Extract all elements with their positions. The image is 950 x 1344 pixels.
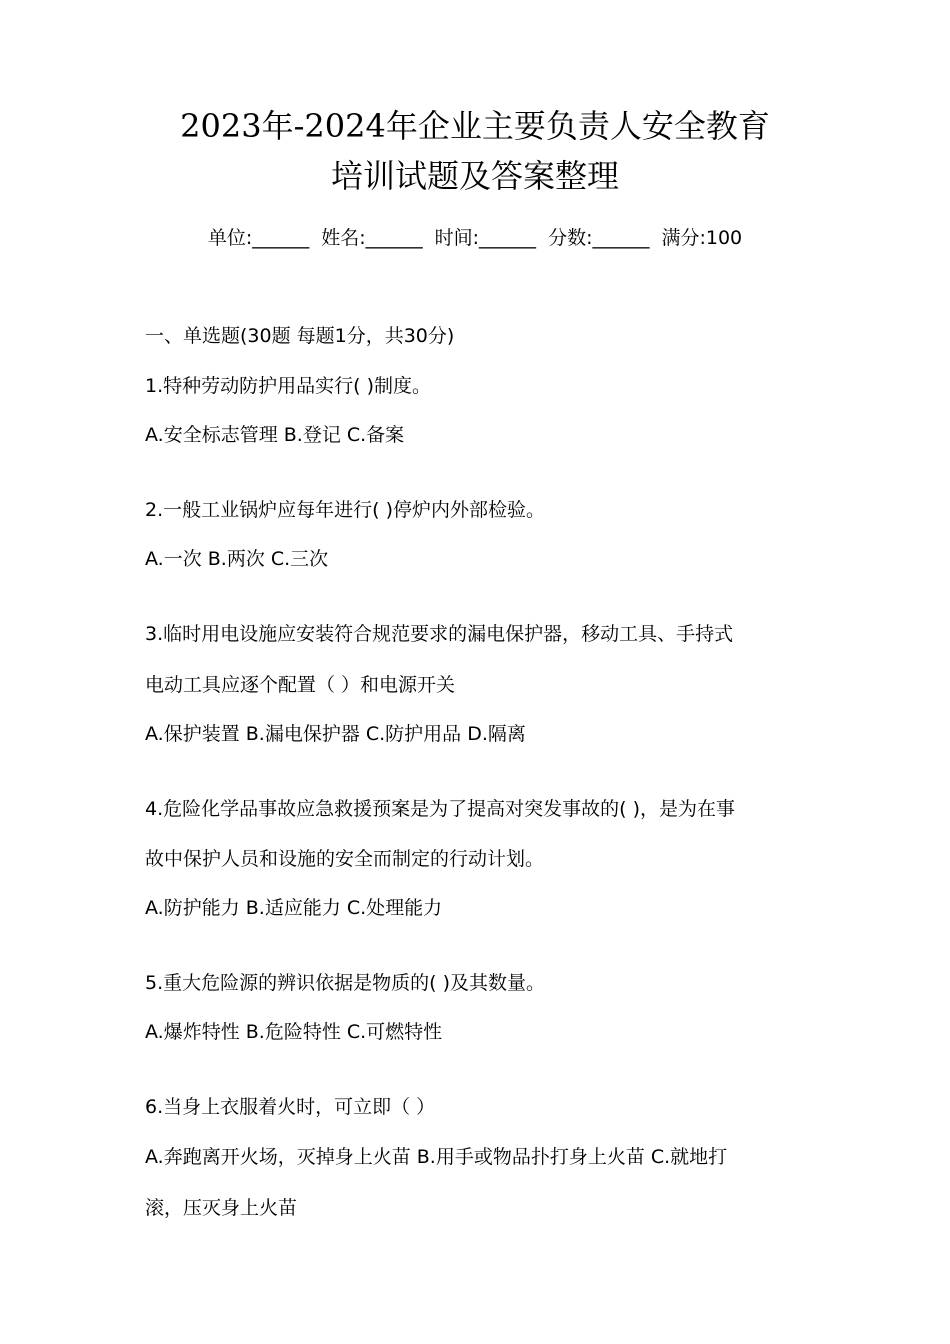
question-3-options: A.保护装置 B.漏电保护器 C.防护用品 D.隔离 [145, 723, 526, 745]
question-2-text: 2.一般工业锅炉应每年进行( )停炉内外部检验。 [145, 499, 545, 521]
question-5-text: 5.重大危险源的辨识依据是物质的( )及其数量。 [145, 972, 545, 994]
question-1-options: A.安全标志管理 B.登记 C.备案 [145, 424, 405, 446]
exam-info-row [0, 225, 950, 251]
question-3-text-line-1: 3.临时用电设施应安装符合规范要求的漏电保护器，移动工具、手持式 [145, 623, 734, 645]
unit-field: 单位:______ [207, 227, 310, 249]
question-6-options-line-2: 滚，压灭身上火苗 [145, 1197, 298, 1219]
name-field: 姓名:______ [321, 227, 423, 249]
question-6-text: 6.当身上衣服着火时，可立即（ ） [145, 1096, 436, 1118]
document-title-line-1: 2023年-2024年企业主要负责人安全教育 [180, 107, 770, 145]
document-title-line-2: 培训试题及答案整理 [330, 157, 619, 195]
question-4-text-line-2: 故中保护人员和设施的安全而制定的行动计划。 [145, 848, 545, 870]
time-field: 时间:______ [434, 227, 537, 249]
question-6-options-line-1: A.奔跑离开火场，灭掉身上火苗 B.用手或物品扑打身上火苗 C.就地打 [145, 1146, 728, 1168]
full-score: 满分:100 [661, 227, 743, 249]
question-3-text-line-2: 电动工具应逐个配置（ ）和电源开关 [145, 674, 456, 696]
question-4-text-line-1: 4.危险化学品事故应急救援预案是为了提高对突发事故的( )，是为在事 [145, 798, 735, 820]
question-2-options: A.一次 B.两次 C.三次 [145, 548, 329, 570]
question-5-options: A.爆炸特性 B.危险特性 C.可燃特性 [145, 1021, 443, 1043]
question-1-text: 1.特种劳动防护用品实行( )制度。 [145, 375, 431, 397]
section-heading: 一、单选题(30题 每题1分，共30分) [145, 325, 455, 347]
score-field: 分数:______ [548, 227, 650, 249]
question-4-options: A.防护能力 B.适应能力 C.处理能力 [145, 897, 443, 919]
